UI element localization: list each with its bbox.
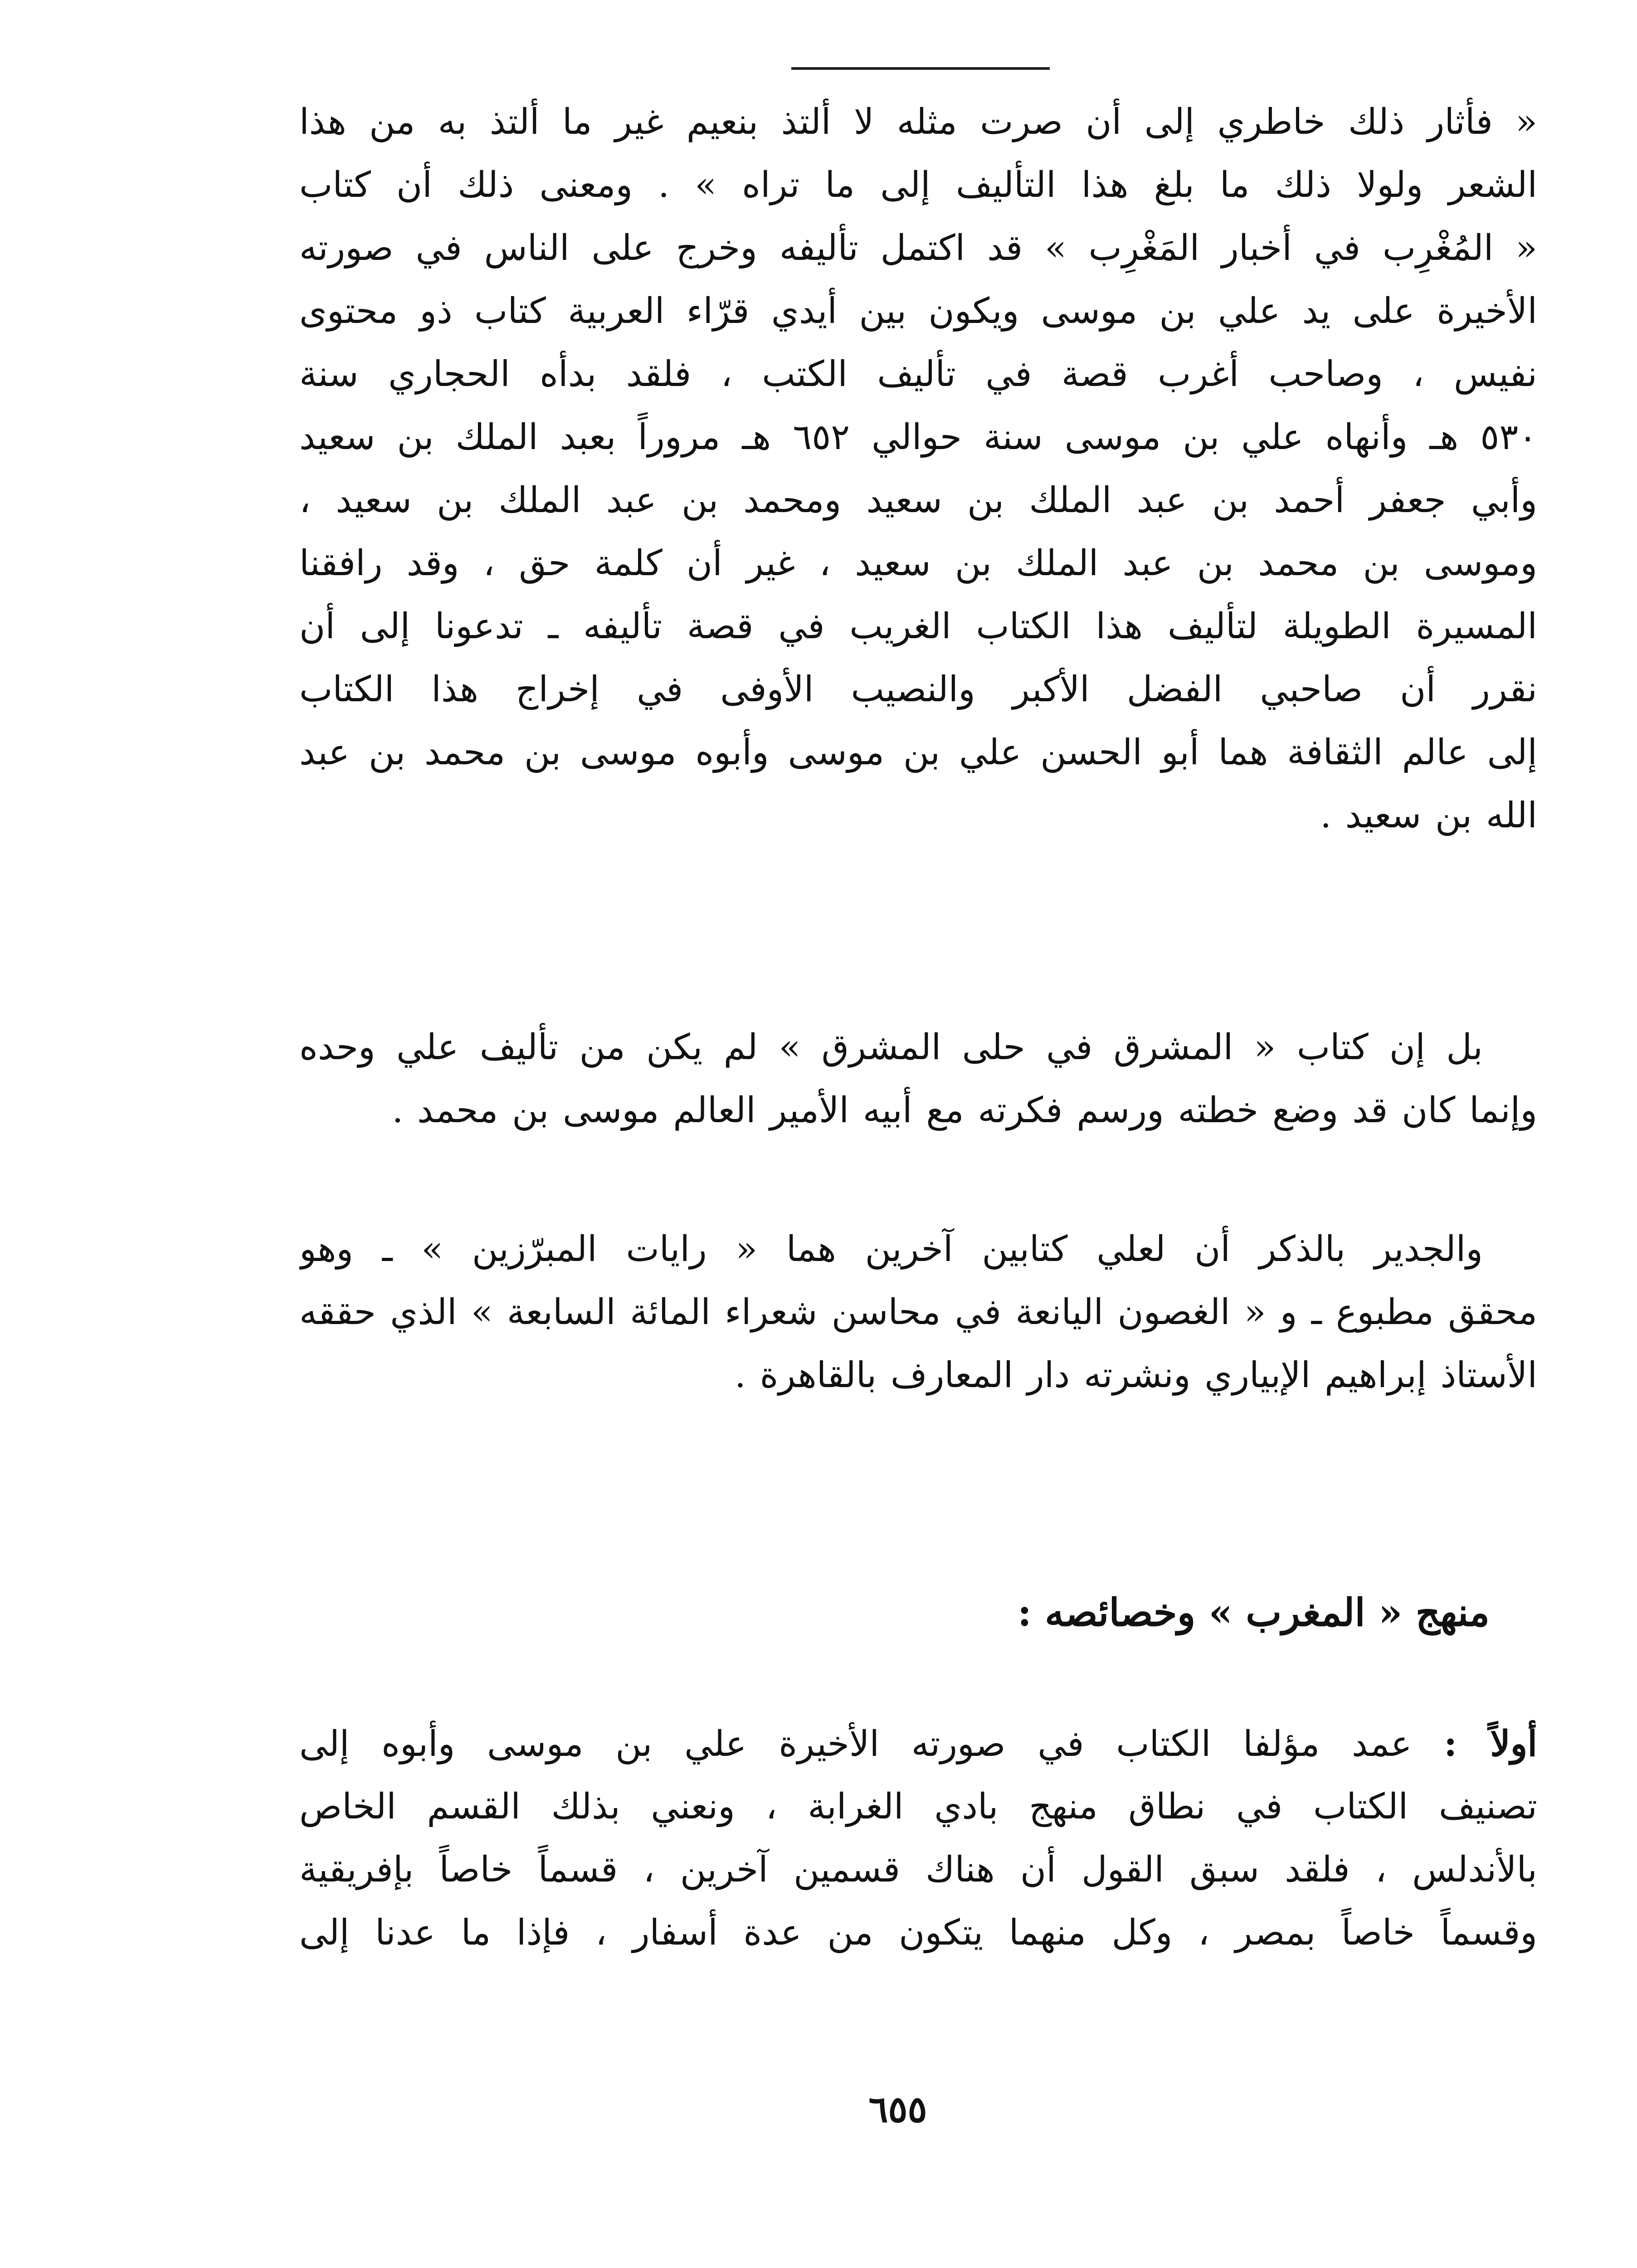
text-line: الشعر ولولا ذلك ما بلغ هذا التأليف إلى ما تراه » . ومعنى ذلك أن كتاب bbox=[299, 165, 1537, 205]
text-line-content: عمد مؤلفا الكتاب في صورته الأخيرة علي بن موسى وأبوه إلى bbox=[299, 1724, 1412, 1765]
top-rule bbox=[791, 67, 1050, 70]
text-line: بالأندلس ، فلقد سبق القول أن هناك قسمين آخرين ، قسماً خاصاً بإفريقية bbox=[299, 1849, 1537, 1890]
text-line: نفيس ، وصاحب أغرب قصة في تأليف الكتب ، فلقد بدأه الحجاري سنة bbox=[299, 354, 1537, 395]
text-line: نقرر أن صاحبي الفضل الأكبر والنصيب الأوفى في إخراج هذا الكتاب bbox=[299, 669, 1537, 710]
text-line: بل إن كتاب « المشرق في حلى المشرق » لم يكن من تأليف علي وحده bbox=[299, 1027, 1483, 1068]
text-line: محقق مطبوع ـ و « الغصون اليانعة في محاسن شعراء المائة السابعة » الذي حققه bbox=[299, 1292, 1537, 1333]
text-line: ٥٣٠ هـ وأنهاه علي بن موسى سنة حوالي ٦٥٢ هـ مروراً بعبد الملك بن سعيد bbox=[299, 417, 1537, 458]
text-line: « فأثار ذلك خاطري إلى أن صرت مثله لا ألتذ بنعيم غير ما ألتذ به من هذا bbox=[299, 102, 1537, 142]
text-line: وأبي جعفر أحمد بن عبد الملك بن سعيد ومحمد بن عبد الملك بن سعيد ، bbox=[299, 480, 1537, 521]
text-line: وموسى بن محمد بن عبد الملك بن سعيد ، غير أن كلمة حق ، وقد رافقنا bbox=[299, 543, 1537, 584]
text-line: وقسماً خاصاً بمصر ، وكل منهما يتكون من عدة أسفار ، فإذا ما عدنا إلى bbox=[299, 1912, 1537, 1953]
paragraph-4 bbox=[299, 1712, 1537, 1965]
text-line: والجدير بالذكر أن لعلي كتابين آخرين هما « رايات المبرّزين » ـ وهو bbox=[299, 1229, 1483, 1270]
text-line: وإنما كان قد وضع خطته ورسم فكرته مع أبيه الأمير العالم موسى بن محمد . bbox=[392, 1090, 1537, 1131]
text-line-first bbox=[299, 1712, 1537, 1775]
text-line: المسيرة الطويلة لتأليف هذا الكتاب الغريب في قصة تأليفه ـ تدعونا إلى أن bbox=[299, 606, 1537, 647]
text-line: « المُغْرِب في أخبار المَغْرِب » قد اكتمل تأليفه وخرج على الناس في صورته bbox=[299, 228, 1537, 269]
page-number: ٦٥٥ bbox=[868, 2088, 927, 2131]
text-line: الله بن سعيد . bbox=[1320, 795, 1537, 836]
text-line: إلى عالم الثقافة هما أبو الحسن علي بن موسى وأبوه موسى بن محمد بن عبد bbox=[299, 732, 1537, 773]
paragraph-3 bbox=[299, 1218, 1537, 1407]
paragraph-1 bbox=[299, 91, 1537, 847]
paragraph-2 bbox=[299, 1016, 1537, 1142]
section-heading: منهج « المغرب » وخصائصه : bbox=[1017, 1590, 1490, 1635]
text-line: الأخيرة على يد علي بن موسى ويكون بين أيدي قرّاء العربية كتاب ذو محتوى bbox=[299, 291, 1537, 332]
text-line: تصنيف الكتاب في نطاق منهج بادي الغرابة ، ونعني بذلك القسم الخاص bbox=[299, 1786, 1537, 1827]
lead-word: أولاً : bbox=[1444, 1723, 1537, 1765]
text-line: الأستاذ إبراهيم الإبياري ونشرته دار المعارف بالقاهرة . bbox=[735, 1355, 1537, 1396]
